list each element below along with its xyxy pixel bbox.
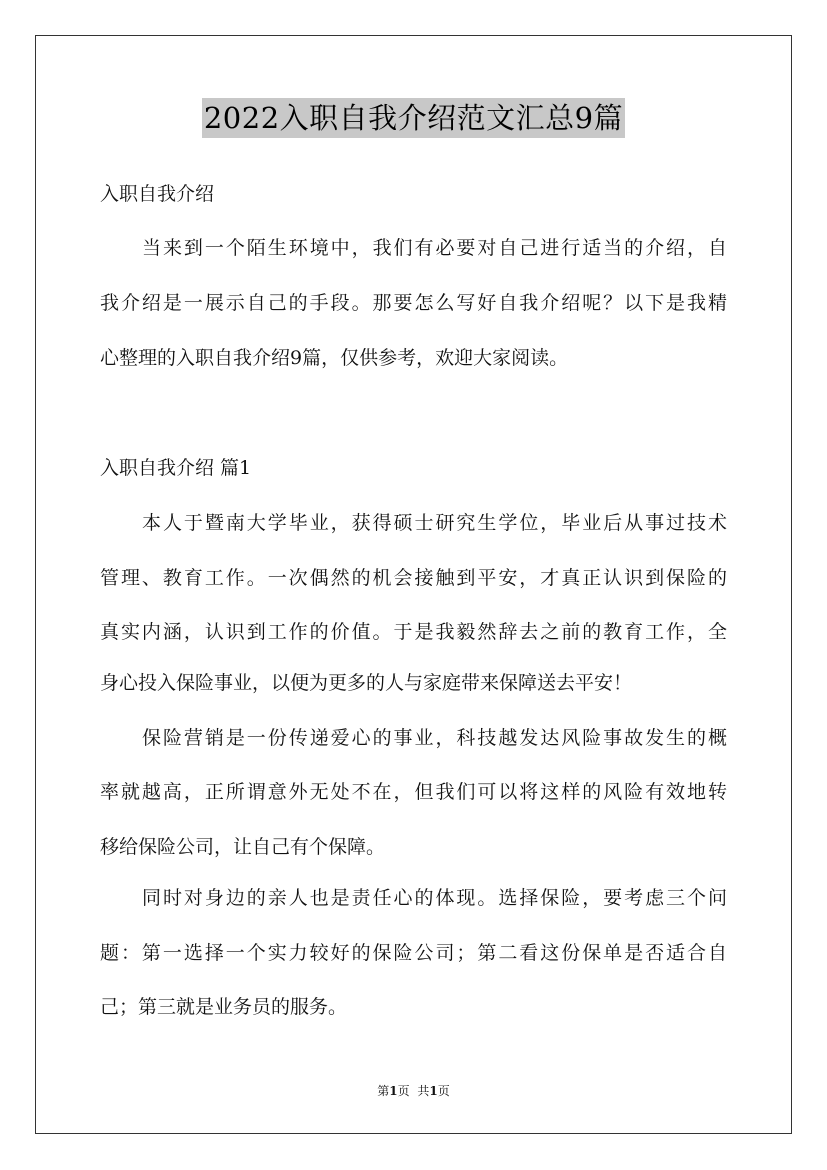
page-suffix: 页	[397, 1084, 410, 1098]
title-container	[0, 98, 827, 138]
s1-p2-line-3: 移给保险公司，让自己有个保障。	[100, 836, 386, 858]
s1-p1-line-3: 真实内涵，认识到工作的价值。于是我毅然辞去之前的教育工作，全	[100, 621, 727, 643]
intro-line-2: 我介绍是一展示自己的手段。那要怎么写好自我介绍呢？以下是我精	[100, 292, 727, 314]
total-prefix: 共	[417, 1084, 430, 1098]
intro-line-1: 当来到一个陌生环境中，我们有必要对自己进行适当的介绍，自	[142, 237, 727, 259]
s1-p1-line-2: 管理、教育工作。一次偶然的机会接触到平安，才真正认识到保险的	[100, 567, 727, 589]
page-prefix: 第	[377, 1084, 390, 1098]
intro-heading: 入职自我介绍	[100, 183, 215, 205]
page-footer	[0, 1083, 827, 1099]
s1-p2-line-1: 保险营销是一份传递爱心的事业，科技越发达风险事故发生的概	[142, 727, 727, 749]
document-title: 2022入职自我介绍范文汇总9篇	[202, 98, 625, 138]
s1-p1-line-4: 身心投入保险事业，以便为更多的人与家庭带来保障送去平安！	[100, 672, 633, 694]
s1-p3-line-1: 同时对身边的亲人也是责任心的体现。选择保险，要考虑三个问	[142, 887, 727, 909]
s1-p2-line-2: 率就越高，正所谓意外无处不在，但我们可以将这样的风险有效地转	[100, 781, 727, 803]
s1-p3-line-2: 题：第一选择一个实力较好的保险公司；第二看这份保单是否适合自	[100, 942, 727, 964]
s1-p1-line-1: 本人于暨南大学毕业，获得硕士研究生学位，毕业后从事过技术	[142, 512, 727, 534]
page-number: 1	[389, 1084, 398, 1098]
total-pages: 1	[429, 1084, 438, 1098]
section-1-heading: 入职自我介绍 篇1	[100, 457, 252, 479]
s1-p3-line-3: 己；第三就是业务员的服务。	[100, 996, 348, 1018]
total-suffix: 页	[437, 1084, 450, 1098]
intro-line-3: 心整理的入职自我介绍9篇，仅供参考，欢迎大家阅读。	[100, 347, 569, 369]
